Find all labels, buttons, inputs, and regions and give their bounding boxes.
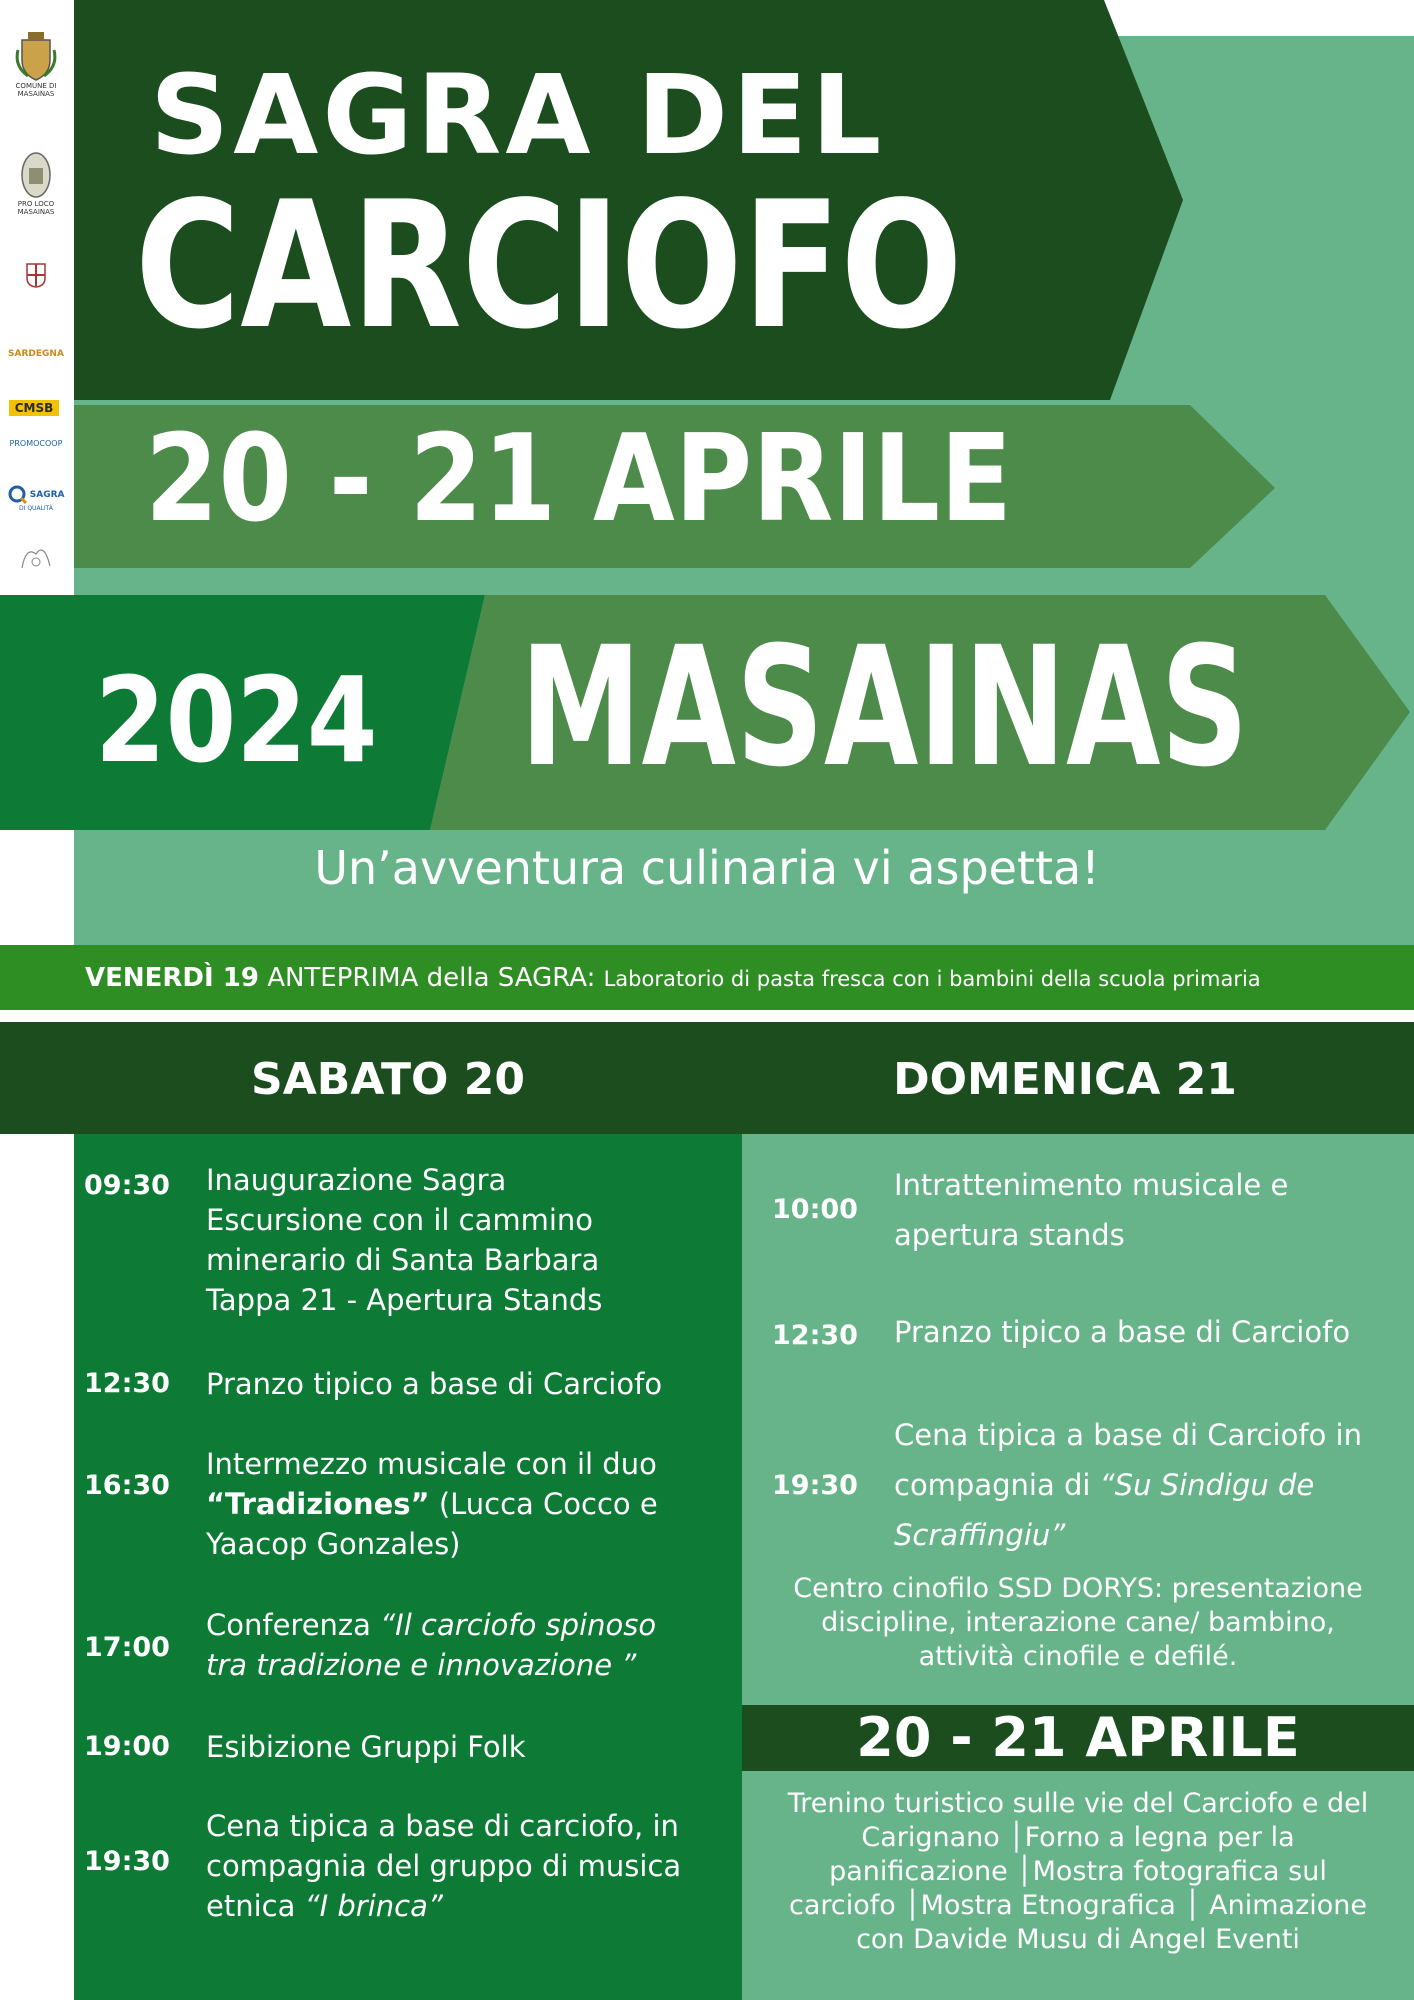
sat-event-3-quote: “Tradiziones” (206, 1487, 430, 1521)
attractions-line: panificazione │Mostra fotografica sul (829, 1856, 1327, 1887)
sun-event-3-line (894, 1510, 1362, 1560)
sat-event-3-line: Intermezzo musicale con il duo (206, 1447, 657, 1481)
sagra-qualita-logo (6, 485, 66, 513)
cinofilo-line: attività cinofile e defilé. (918, 1641, 1238, 1672)
sagra-qualita-text: SAGRA (29, 490, 65, 500)
both-days-attractions (742, 1787, 1414, 1957)
both-days-title: 20 - 21 APRILE (856, 1706, 1300, 1769)
sun-event-1-line: apertura stands (894, 1218, 1125, 1252)
sun-event-3 (894, 1410, 1362, 1560)
sat-event-6-line: compagnia del gruppo di musica (206, 1849, 682, 1883)
sagra-qualita-sub: DI QUALITÀ (19, 505, 53, 512)
attractions-line: Trenino turistico sulle vie del Carciofo e del (787, 1788, 1369, 1819)
sat-event-6-plain: etnica (206, 1889, 305, 1923)
sun-event-3-plain: compagnia di (894, 1468, 1100, 1502)
preview-line (85, 958, 1261, 999)
sat-event-1-line: Escursione con il cammino (206, 1203, 594, 1237)
sat-event-4-line (206, 1645, 656, 1685)
sat-event-4-plain: Conferenza (206, 1608, 381, 1642)
sat-event-3-line: Yaacop Gonzales) (206, 1527, 461, 1561)
sun-time-1: 10:00 (772, 1194, 858, 1225)
pro-loco-caption-1: PRO LOCO (17, 200, 55, 208)
sat-event-1-line: Tappa 21 - Apertura Stands (206, 1283, 603, 1317)
sat-event-1 (206, 1160, 602, 1320)
cinofilo-line: discipline, interazione cane/ bambino, (821, 1607, 1335, 1638)
event-dates: 20 - 21 APRILE (145, 410, 1013, 549)
pro-loco-logo (6, 150, 66, 216)
sat-time-2: 12:30 (84, 1368, 170, 1399)
sun-time-3: 19:30 (772, 1470, 858, 1501)
sun-event-3-line: Cena tipica a base di Carciofo in (894, 1418, 1362, 1452)
sat-event-4-italic: “Il carciofo spinoso (380, 1608, 657, 1642)
attractions-line: con Davide Musu di Angel Eventi (856, 1924, 1300, 1955)
sun-event-3-italic: “Su Sindigu de (1099, 1468, 1315, 1502)
tagline: Un’avventura culinaria vi aspetta! (314, 841, 1100, 895)
event-year: 2024 (95, 651, 378, 789)
sun-event-1-line: Intrattenimento musicale e (894, 1168, 1289, 1202)
preview-text: Laboratorio di pasta fresca con i bambini della scuola primaria (603, 967, 1261, 991)
white-corner (1104, 0, 1414, 36)
promocoop-logo: PROMOCOOP (9, 439, 63, 448)
pro-loco-caption-2: MASAINAS (17, 208, 55, 216)
attractions-line: Carignano │Forno a legna per la (861, 1822, 1295, 1853)
sardegna-logo: SARDEGNA (8, 349, 64, 359)
sat-event-6-line (206, 1886, 681, 1926)
regione-logo (6, 262, 66, 288)
sunday-title: DOMENICA 21 (893, 1054, 1237, 1105)
event-town: MASAINAS (520, 611, 1249, 803)
sat-time-5: 19:00 (84, 1731, 170, 1762)
saturday-title: SABATO 20 (251, 1054, 525, 1105)
sat-time-6: 19:30 (84, 1846, 170, 1877)
sat-event-4-italic-2: tra tradizione e innovazione ” (206, 1648, 637, 1682)
sun-event-3-italic-2: Scraffingiu” (894, 1518, 1066, 1552)
sat-time-4: 17:00 (84, 1632, 170, 1663)
sat-event-1-line: Inaugurazione Sagra (206, 1163, 507, 1197)
sun-event-2: Pranzo tipico a base di Carciofo (894, 1315, 1351, 1349)
sat-event-6-italic: “I brinca” (304, 1889, 443, 1923)
sat-event-6-line: Cena tipica a base di carciofo, in (206, 1809, 679, 1843)
cinofilo-line: Centro cinofilo SSD DORYS: presentazione (793, 1573, 1363, 1604)
sat-event-3-line (206, 1484, 658, 1524)
crest-caption-2: MASAINAS (17, 90, 55, 98)
sat-event-4-line (206, 1605, 656, 1645)
sat-event-2: Pranzo tipico a base di Carciofo (206, 1367, 663, 1401)
cinofilo-text (742, 1572, 1414, 1674)
sun-event-3-line (894, 1460, 1362, 1510)
sat-event-6 (206, 1806, 681, 1926)
sun-time-2: 12:30 (772, 1320, 858, 1351)
sat-event-3-rest: (Lucca Cocco e (429, 1487, 658, 1521)
sat-time-1: 09:30 (84, 1170, 170, 1201)
preview-label: ANTEPRIMA della SAGRA: (267, 963, 596, 993)
sat-event-4 (206, 1605, 656, 1685)
title-line-1: SAGRA DEL (150, 51, 886, 179)
title-line-2: CARCIOFO (135, 165, 963, 368)
preview-day: VENERDÌ 19 (85, 963, 259, 993)
sun-event-1 (894, 1160, 1288, 1260)
comune-crest-logo (6, 30, 66, 98)
cmsb-logo: CMSB (9, 400, 59, 416)
sat-event-5: Esibizione Gruppi Folk (206, 1730, 526, 1764)
crest-caption-1: COMUNE DI (15, 82, 57, 90)
sat-event-1-line: minerario di Santa Barbara (206, 1243, 600, 1277)
sat-event-3 (206, 1444, 658, 1564)
attractions-line: carciofo │Mostra Etnografica │ Animazione (788, 1890, 1368, 1921)
decorative-sketch-logo (6, 540, 66, 574)
sat-time-3: 16:30 (84, 1470, 170, 1501)
